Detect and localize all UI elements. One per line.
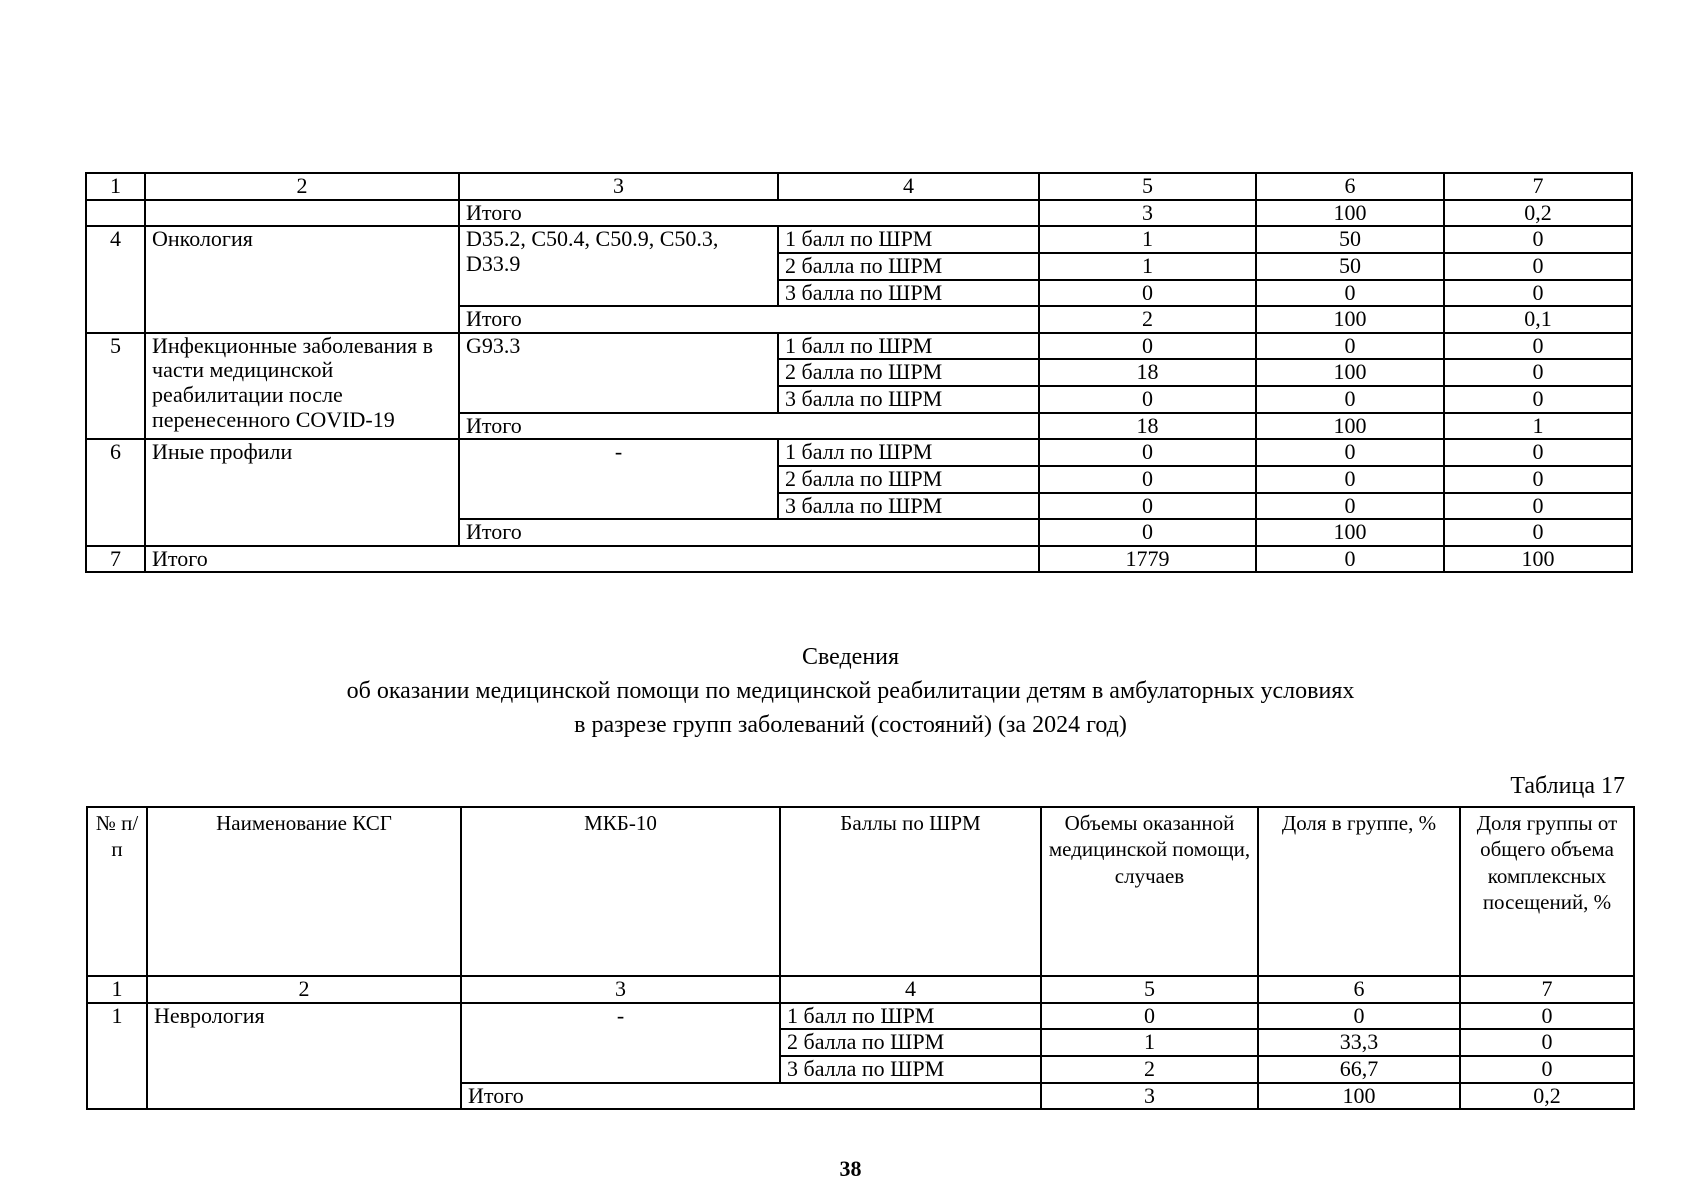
col-num-6: 6 <box>1258 976 1460 1003</box>
volume-cell: 0 <box>1039 493 1256 520</box>
volume-cell: 0 <box>1041 1003 1258 1030</box>
volume-cell: 1779 <box>1039 546 1256 573</box>
group-share-cell: 0 <box>1444 253 1632 280</box>
group-share-cell: 0 <box>1444 439 1632 466</box>
header-ksg-name: Наименование КСГ <box>147 807 461 976</box>
col-num-7: 7 <box>1444 173 1632 200</box>
col-num-3: 3 <box>461 976 780 1003</box>
volume-cell: 1 <box>1041 1029 1258 1056</box>
group-share-cell: 1 <box>1444 413 1632 440</box>
header-row <box>87 807 1634 976</box>
group-share-cell: 0 <box>1444 466 1632 493</box>
title-line-2: об оказании медицинской помощи по медицинской реабилитации детям в амбулаторных условиях <box>346 678 1355 704</box>
row-number: 6 <box>86 439 145 546</box>
volume-cell: 1 <box>1039 253 1256 280</box>
share-cell: 100 <box>1256 200 1444 227</box>
mkb-codes: D35.2, C50.4, C50.9, C50.3, D33.9 <box>459 226 778 306</box>
group-share-cell: 0 <box>1444 333 1632 360</box>
group-share-cell: 0 <box>1460 1003 1634 1030</box>
volume-cell: 18 <box>1039 359 1256 386</box>
group-share-cell: 0 <box>1444 386 1632 413</box>
table-row <box>86 439 1632 466</box>
share-cell: 0 <box>1256 333 1444 360</box>
col-num-5: 5 <box>1041 976 1258 1003</box>
group-share-cell: 0,1 <box>1444 306 1632 333</box>
row-number: 1 <box>87 1003 147 1110</box>
table-row <box>87 1003 1634 1030</box>
ksg-name: Иные профили <box>145 439 459 546</box>
table-row <box>86 200 1632 227</box>
total-label: Итого <box>459 519 1039 546</box>
continued-table <box>85 172 1633 573</box>
share-cell: 0 <box>1256 439 1444 466</box>
header-share: Доля в группе, % <box>1258 807 1460 976</box>
volume-cell: 1 <box>1039 226 1256 253</box>
empty-cell <box>86 200 145 227</box>
col-num-6: 6 <box>1256 173 1444 200</box>
score-cell: 3 балла по ШРМ <box>778 493 1039 520</box>
title-line-1: Сведения <box>801 644 900 670</box>
col-num-1: 1 <box>86 173 145 200</box>
total-label: Итого <box>459 413 1039 440</box>
mkb-codes: - <box>461 1003 780 1083</box>
title-line-3: в разрезе групп заболеваний (состояний) (за 2024 год) <box>574 712 1127 738</box>
row-number: 4 <box>86 226 145 333</box>
table-row <box>86 226 1632 253</box>
ksg-name: Неврология <box>147 1003 461 1110</box>
group-share-cell: 0 <box>1444 493 1632 520</box>
share-cell: 0 <box>1256 493 1444 520</box>
score-cell: 2 балла по ШРМ <box>778 359 1039 386</box>
share-cell: 50 <box>1256 253 1444 280</box>
share-cell: 0 <box>1256 280 1444 307</box>
group-share-cell: 0,2 <box>1444 200 1632 227</box>
col-num-4: 4 <box>778 173 1039 200</box>
table-caption: Таблица 17 <box>1510 773 1625 799</box>
volume-cell: 18 <box>1039 413 1256 440</box>
group-share-cell: 0 <box>1460 1029 1634 1056</box>
share-cell: 66,7 <box>1258 1056 1460 1083</box>
group-share-cell: 100 <box>1444 546 1632 573</box>
group-share-cell: 0 <box>1460 1056 1634 1083</box>
col-num-5: 5 <box>1039 173 1256 200</box>
mkb-codes: - <box>459 439 778 519</box>
share-cell: 100 <box>1256 306 1444 333</box>
score-cell: 2 балла по ШРМ <box>778 253 1039 280</box>
score-cell: 1 балл по ШРМ <box>778 439 1039 466</box>
column-numbers-row <box>86 173 1632 200</box>
score-cell: 3 балла по ШРМ <box>778 386 1039 413</box>
score-cell: 2 балла по ШРМ <box>778 466 1039 493</box>
row-number: 7 <box>86 546 145 573</box>
col-num-4: 4 <box>780 976 1041 1003</box>
volume-cell: 0 <box>1039 439 1256 466</box>
share-cell: 100 <box>1256 413 1444 440</box>
grand-total-label: Итого <box>145 546 1039 573</box>
col-num-7: 7 <box>1460 976 1634 1003</box>
grand-total-row <box>86 546 1632 573</box>
group-share-cell: 0 <box>1444 226 1632 253</box>
total-label: Итого <box>459 306 1039 333</box>
group-share-cell: 0 <box>1444 519 1632 546</box>
col-num-1: 1 <box>87 976 147 1003</box>
score-cell: 2 балла по ШРМ <box>780 1029 1041 1056</box>
share-cell: 33,3 <box>1258 1029 1460 1056</box>
group-share-cell: 0 <box>1444 359 1632 386</box>
volume-cell: 3 <box>1039 200 1256 227</box>
column-numbers-row <box>87 976 1634 1003</box>
col-num-3: 3 <box>459 173 778 200</box>
volume-cell: 2 <box>1039 306 1256 333</box>
volume-cell: 2 <box>1041 1056 1258 1083</box>
share-cell: 0 <box>1256 466 1444 493</box>
score-cell: 3 балла по ШРМ <box>780 1056 1041 1083</box>
table-17 <box>86 806 1635 1110</box>
header-mkb: МКБ-10 <box>461 807 780 976</box>
row-number: 5 <box>86 333 145 440</box>
share-cell: 0 <box>1258 1003 1460 1030</box>
volume-cell: 0 <box>1039 519 1256 546</box>
group-share-cell: 0,2 <box>1460 1083 1634 1110</box>
score-cell: 1 балл по ШРМ <box>778 226 1039 253</box>
table-row <box>86 333 1632 360</box>
header-group-share: Доля группы от общего объема комплексных посещений, % <box>1460 807 1634 976</box>
col-num-2: 2 <box>147 976 461 1003</box>
share-cell: 0 <box>1256 386 1444 413</box>
group-share-cell: 0 <box>1444 280 1632 307</box>
total-label: Итого <box>459 200 1039 227</box>
header-volume: Объемы оказанной медицинской помощи, случаев <box>1041 807 1258 976</box>
mkb-codes: G93.3 <box>459 333 778 413</box>
share-cell: 50 <box>1256 226 1444 253</box>
section-title <box>0 640 1701 742</box>
volume-cell: 0 <box>1039 333 1256 360</box>
page-number: 38 <box>839 1156 862 1181</box>
header-score: Баллы по ШРМ <box>780 807 1041 976</box>
share-cell: 100 <box>1256 519 1444 546</box>
ksg-name: Инфекционные заболевания в части медицинской реабилитации после перенесенного COVID-19 <box>145 333 459 440</box>
volume-cell: 0 <box>1039 466 1256 493</box>
score-cell: 3 балла по ШРМ <box>778 280 1039 307</box>
volume-cell: 0 <box>1039 280 1256 307</box>
empty-cell <box>145 200 459 227</box>
share-cell: 100 <box>1256 359 1444 386</box>
col-num-2: 2 <box>145 173 459 200</box>
score-cell: 1 балл по ШРМ <box>780 1003 1041 1030</box>
header-num: № п/п <box>87 807 147 976</box>
volume-cell: 0 <box>1039 386 1256 413</box>
share-cell: 100 <box>1258 1083 1460 1110</box>
total-label: Итого <box>461 1083 1041 1110</box>
share-cell: 0 <box>1256 546 1444 573</box>
volume-cell: 3 <box>1041 1083 1258 1110</box>
score-cell: 1 балл по ШРМ <box>778 333 1039 360</box>
ksg-name: Онкология <box>145 226 459 333</box>
